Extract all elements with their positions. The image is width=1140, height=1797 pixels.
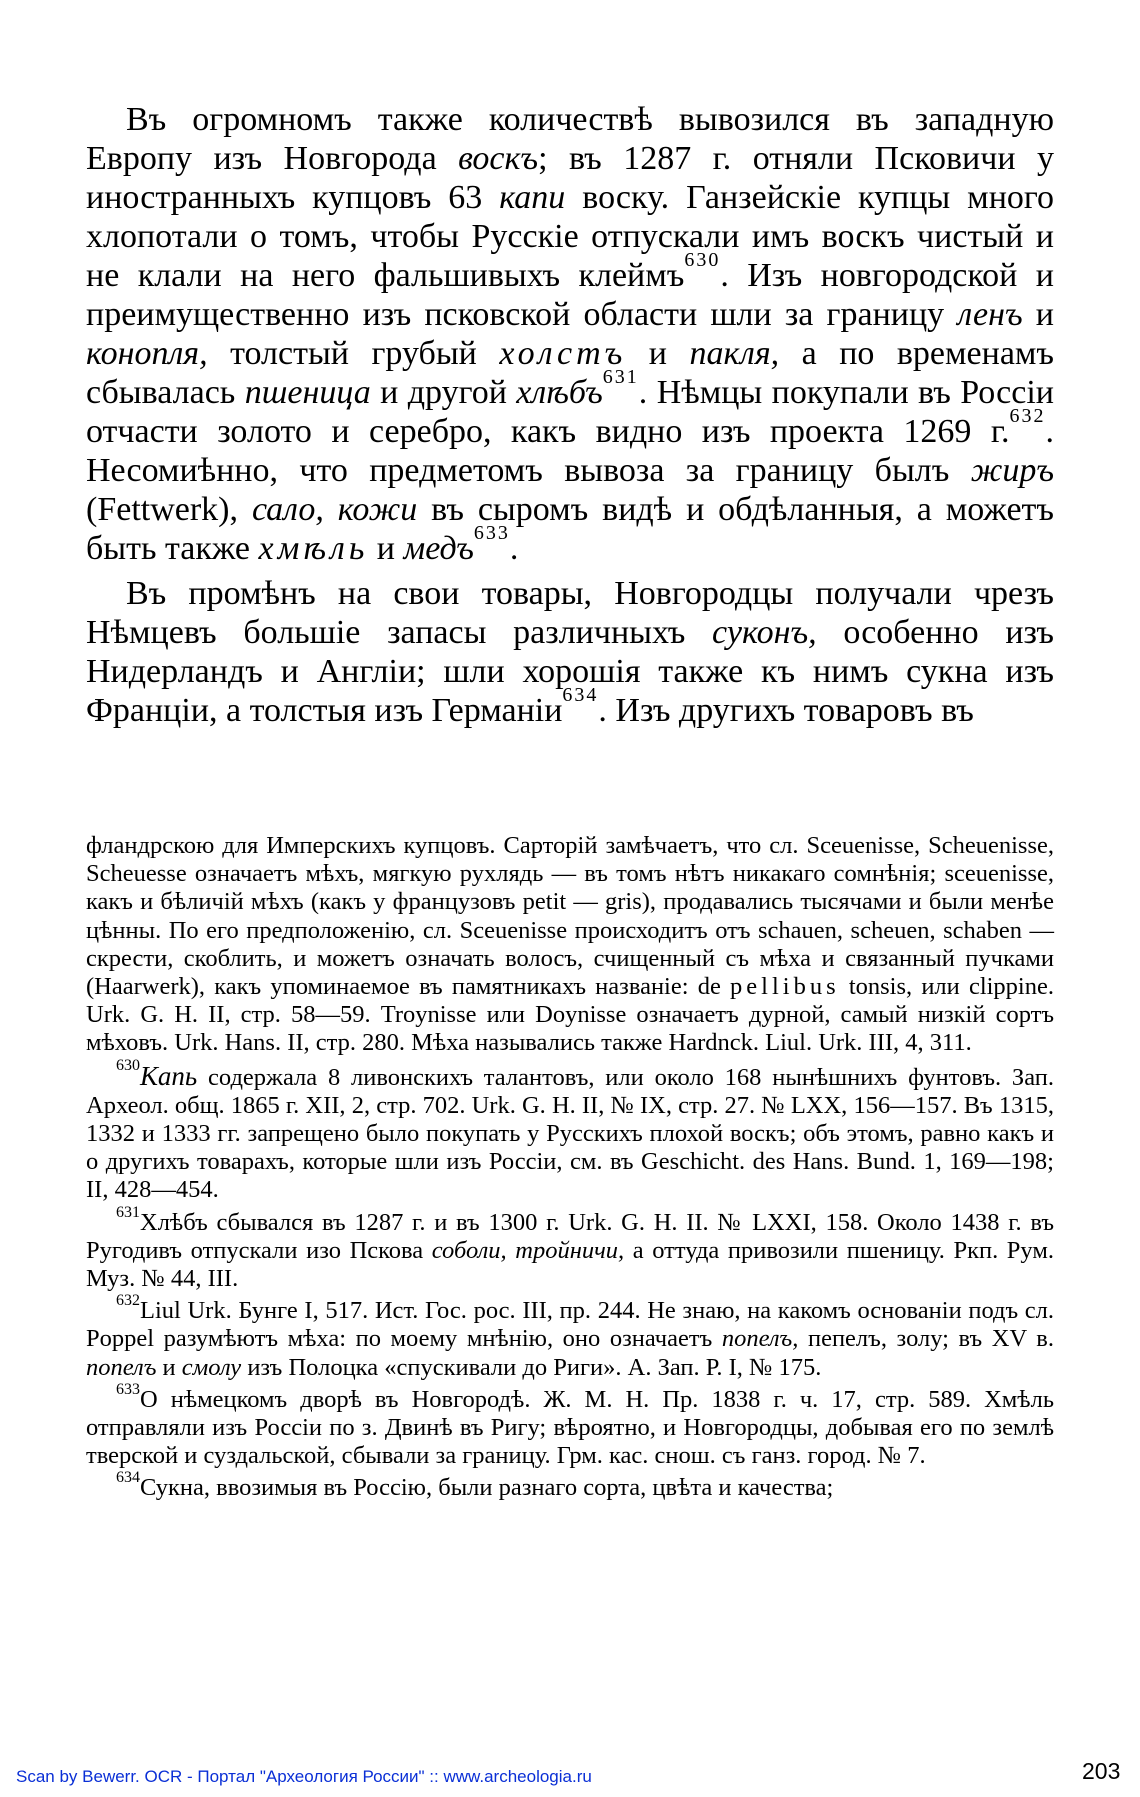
footnote-continuation: фландрскою для Имперскихъ купцовъ. Сарторій замѣчаетъ, что сл. Sceuenisse, Scheuenisse, Scheuesse означаетъ мѣхъ, мягкую рухлядь — въ томъ нѣтъ никакаго сомнѣнія; sceuenisse, какъ и бѣличій мѣхъ (какъ у французовъ petit — gris), продавались тысячами и были менѣе цѣнны. По его предположенію, сл. Sceuenisse происходитъ отъ schauen, scheuen, schaben — скрести, скоблить, и можетъ означать волосъ, счищенный съ мѣха и связанный пучками (Haarwerk), какъ упоминаемое въ памятникахъ названіе: de pellibus tonsis, или clippine. Urk. G. H. II, стр. 58—59. Troynisse или Doynisse означаетъ дурной, самый низкій сортъ мѣховъ. Urk. Hans. II, стр. 280. Мѣха назывались также Hardnck. Liul. Urk. III, 4, 311. bbox=[86, 832, 1054, 1057]
footnotes bbox=[86, 832, 1054, 1503]
footnote-ref-630[interactable]: 630 bbox=[684, 249, 721, 271]
footnote-ref-633[interactable]: 633 bbox=[473, 522, 510, 544]
footnote-ref-634[interactable]: 634 bbox=[562, 684, 599, 706]
main-text bbox=[86, 100, 1054, 730]
footnote-ref-632[interactable]: 632 bbox=[1009, 405, 1046, 427]
footnote-ref-631[interactable]: 631 bbox=[602, 366, 639, 388]
scan-credit[interactable]: Scan by Bewerr. OCR - Портал "Археология России" :: www.archeologia.ru bbox=[16, 1767, 592, 1786]
footnote-633: $^{633}$О нѣмецкомъ дворѣ въ Новгородѣ. Ж. М. Н. Пр. 1838 г. ч. 17, стр. 589. Хмѣль отправляли изъ Россіи по з. Двинѣ въ Ригу; вѣроятно, и Новгородцы, добывая его по землѣ тверской и суздальской, сбывали за границу. Грм. кас. снош. съ ганз. город. № 7. bbox=[86, 1380, 1054, 1470]
paragraph-2: Въ промѣнъ на свои товары, Новгородцы получали чрезъ Нѣмцевъ большіе запасы различныхъ суконъ, особенно изъ Нидерландъ и Англіи; шли хорошія также къ нимъ сукна изъ Франціи, а толстыя изъ Германіи$^{634}$. Изъ другихъ товаровъ въ bbox=[86, 575, 1054, 729]
paragraph-1: Въ огромномъ также количествѣ вывозился въ западную Европу изъ Новгорода воскъ; въ 1287 г. отняли Псковичи у иностранныхъ купцовъ 63 капи воску. Ганзейскіе купцы много хлопотали о томъ, чтобы Русскіе отпускали имъ воскъ чистый и не клали на него фальшивыхъ клеймъ$^{630}$. Изъ новгородской и преимущественно изъ псковской области шли за границу ленъ и конопля, толстый грубый холстъ и пакля, а по временамъ сбывалась пшеница и другой хлѣбъ$^{631}$. Нѣмцы покупали въ Россіи отчасти золото и серебро, какъ видно изъ проекта 1269 г.$^{632}$. Несомиѣнно, что предметомъ вывоза за границу былъ жиръ (Fettwerk), сало, кожи въ сыромъ видѣ и обдѣланныя, а можетъ быть также хмѣль и медъ$^{633}$. bbox=[86, 101, 1054, 567]
footnote-632: $^{632}$Liul Urk. Бунге I, 517. Ист. Гос. рос. III, пр. 244. Не знаю, на какомъ основаніи подъ сл. Poppel разумѣютъ мѣха: по моему мнѣнію, оно означаетъ попелъ, пепелъ, золу; въ XV в. попелъ и смолу изъ Полоцка «спускивали до Риги». А. Зап. Р. I, № 175. bbox=[86, 1292, 1054, 1381]
page-number: 203 bbox=[1082, 1758, 1121, 1784]
footnote-631: $^{631}$Хлѣбъ сбывался въ 1287 г. и въ 1300 г. Urk. G. H. II. № LXXI, 158. Около 1438 г. въ Ругодивъ отпускали изо Пскова соболи, тройничи, а оттуда привозили пшеницу. Ркп. Рум. Муз. № 44, III. bbox=[86, 1203, 1054, 1293]
footnote-630: $^{630}$Капь содержала 8 ливонскихъ талантовъ, или около 168 нынѣшнихъ фунтовъ. Зап. Археол. общ. 1865 г. XII, 2, стр. 702. Urk. G. H. II, № IX, стр. 27. № LXX, 156—157. Въ 1315, 1332 и 1333 гг. запрещено было покупать у Русскихъ плохой воскъ; объ этомъ, равно какъ и о другихъ товарахъ, которые шли изъ Россіи, см. въ Geschicht. des Hans. Bund. 1, 169—198; II, 428—454. bbox=[86, 1056, 1054, 1204]
footnote-634: $^{634}$Сукна, ввозимыя въ Россію, были разнаго сорта, цвѣта и качества; bbox=[116, 1469, 834, 1502]
